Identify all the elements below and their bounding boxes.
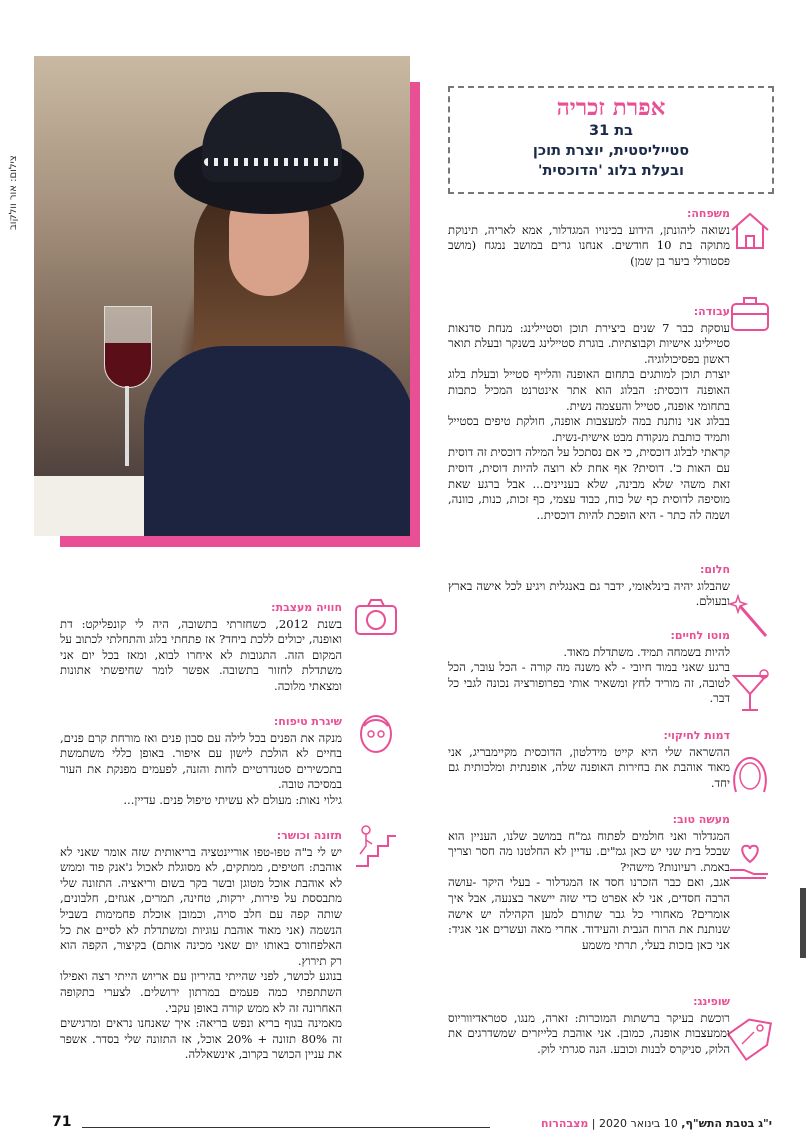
profile-box [448,86,774,194]
camera-icon [352,594,400,642]
heart-hand-icon [726,836,774,884]
motto-p2: ברגע שאני במוד חיובי - לא משנה מה קורה - הכל עובר, הכל לטובה, זה מוריד לחץ ומשאיר אותי בפרופורציה נכונה לגבי כל דבר. [448,660,730,706]
care-title: שיגרת טיפוח: [273,715,342,728]
motto-p1: להיות בשמחה תמיד. משתדלת מאוד. [563,644,730,659]
footer-meta: י"ג בטבת התש"ף, 10 בינואר 2020 | מצבהרוח [540,1117,772,1130]
care-p1: מנקה את הפנים בכל לילה עם סבון פנים ואז מורחת קרם פנים, בחיים לא הולכת לישון עם איפור. באופן כללי משתמשת בתכשירים סטנדרטיים לחות והזנה, לפעמים מפנקת את העור במסיכה טובה. [60,730,342,792]
portrait-photo [34,56,410,536]
section-good-deed [448,812,730,953]
diet-title: תזונה וכושר: [276,829,342,842]
good-deed-p1: המגדלור ואני חולמים לפתוח גמ"ח במושב שלנו, העניין הוא שבכל בית שני יש כאן גמ"ים. עדיין לא החלטנו מה חסר וצריך באמת. רעיונות? מישהי? [448,828,730,874]
woman-face-icon [726,752,774,800]
profile-name: אפרת זכריה [556,94,666,121]
cocktail-icon [726,666,774,714]
house-icon [726,206,774,254]
shopping-title: שופינג: [693,995,730,1008]
face-mask-icon [352,708,400,756]
inspiration-title: דמות לחיקוי: [663,729,730,742]
work-title: עבודה: [693,305,730,318]
section-dream [448,562,730,610]
profile-role-2: ובעלת בלוג 'הדוכסית' [538,163,684,179]
diet-p1: יש לי ב"ה טפו-טפו אוריינטציה בריאותית שזה אומר שאני לא אוהבת: חטיפים, ממתקים, לא מסוגלת לאכול ג'אנק פוד וממש לא אוהבת אוכל מטוגן ובשר בקר בשום וריאציה. התזונה שלי מתבססת על פירות, ירקות, טחינה, תמרים, אגוזים, חלבונים, שותה קפה עם חלב סויה, וכמובן אוכלת פחמימות בשביל הנשמה (אני מאוד אוהבת עוגיות ומשתדלת לא לסיים את כל האלפחורס באותו יום שאני מכינה אותם) בקיצור, הקפה הוא רק תירוץ. [60,844,342,968]
inspiration-text: ההשראה שלי היא קייט מידלטון, הדוכסית מקיימבריג, אני מאוד אוהבת את בחירות האופנה שלה, אופנתית ומלכותית גם יחד. [448,744,730,790]
section-motto [448,628,730,707]
work-p1: עוסקת כבר 7 שנים ביצירת תוכן וסטיילינג: מנחת סדנאות סטיילינג אישיות וקבוצתיות. בוגרת סטיילינג בשנקר ובעלת תואר ראשון בפסיכולוגיה. [448,320,730,366]
briefcase-icon [726,290,774,338]
work-p4: קראתי לבלוג דוכסית, כי אם נסתכל על המילה דוכסית זה דוסית עם האות כ'. דוסית? אף אחת לא רוצה להיות דוסית, דוסית זאת משהי שלא מבינה, שלא בעניינים... אבל ברגע שאת מוסיפה לדוסית כף של כוח, כבוד עצמי, כף זכות, כנות, כוונה, ושמה לה כתר - היא הופכת להיות דוכסית.. [448,445,730,522]
section-inspiration [448,728,730,791]
photo-credit: צילום: אור וולקוב [8,155,19,230]
stairs-climber-icon [352,822,400,870]
dream-title: חלום: [699,563,730,576]
footer-date: י"ג בטבת התש"ף, [681,1117,772,1130]
work-p3: בבלוג אני נותנת במה למעצבות אופנה, חולקת טיפים בסטייל ותמיד כותבת מנקודת מבט אישית-נשית. [448,414,730,444]
dream-text: שהבלוג יהיה בינלאומי, ידבר גם באנגלית ויגיע לכל אישה בארץ ובעולם. [448,578,730,609]
page-edge-bar [800,888,806,958]
profile-role-1: סטייליסטית, יוצרת תוכן [532,143,690,159]
magic-wand-icon [726,592,774,640]
section-care [60,714,342,809]
experience-text: בשנת 2012, כשחזרתי בתשובה, היה לי קונפליקט: דת ואופנה, יכולים ללכת ביחד? אז פתחתי בלוג והתחלתי לכתוב על המקום הזה. התגובות לא איחרו לבוא, ומאז בכל יום אני משתדלת לחזור בתשובה. אפשר לומר שחיפשתי אתונות ומצאתי מלוכה. [60,616,342,693]
good-deed-p2: אגב, ואם כבר הזכרנו חסד אז המגדלור - בעלי היקר -עושה הרבה חסדים, אני לא אפרט כדי שזה יישאר בצנעה, אבל איך אומרים? מאחורי כל גבר שתורם למען הקהילה יש אישה שנותנת את הרוח הגבית והעידוד. אחרי מאה ועשרים אני אגיד: אני כאן בזכות בעלי, תרתי משמע [448,875,730,952]
price-tag-icon [726,1014,774,1062]
footer-rule [82,1127,490,1128]
work-p2: יוצרת תוכן למותגים בתחום האופנה והלייף סטייל ובעלת בלוג האופנה דוכסית: הבלוג הוא אתר אינטרנט המכיל כתבות בתחומי אופנה, סטייל והעצמה נשית. [448,367,730,413]
diet-p2: בנוגע לכושר, לפני שהייתי בהיריון עם אריוש הייתי רצה ואפילו השתתפתי כמה פעמים במרתון ירושלים. לצערי בתקופה האחרונה זה לא ממש קורה באופן עקבי. [60,969,342,1015]
good-deed-title: מעשה טוב: [672,813,730,826]
shopping-text: רוכשת בעיקר ברשתות המוכרות: זארה, מנגו, סטראדיווריוס וממעצבות אופנה, כמובן. אני אוהבת בלייזרים שמשדרגים את הלוק, סניקרס לבנות וכובע. הנה סגרתי לוק. [448,1010,730,1056]
profile-age: בת 31 [589,123,633,139]
motto-title: מוטו לחיים: [670,629,730,642]
diet-p3: מאמינה בגוף בריא ונפש בריאה: איך שאנחנו נראים ומרגישים זה 80% תזונה + 20% אוכל, אז התזונה שלי בסדר. אשפר את עניין הכושר בקרוב, אינשאללה. [60,1016,342,1062]
section-experience [60,600,342,695]
footer-date-2: 10 בינואר 2020 [599,1117,678,1130]
experience-title: חוויה מעצבת: [271,601,342,614]
section-work [448,304,730,523]
care-p2: גילוי נאות: מעולם לא עשיתי טיפול פנים. עדיין... [123,792,342,807]
section-shopping [448,994,730,1057]
section-family [448,206,730,269]
page-number: 71 [52,1114,72,1130]
section-diet [60,828,342,1063]
family-text: נשואה ליהונתן, הידוע בכינויו המגדלור, אמא לאריה, תינוקת מתוקה בת 10 חודשים. אנחנו גרים במושב נמגח (מושב פסטורלי ביער בן שמן) [448,222,730,268]
family-title: משפחה: [686,207,730,220]
footer-brand: מצבהרוח [540,1117,589,1130]
